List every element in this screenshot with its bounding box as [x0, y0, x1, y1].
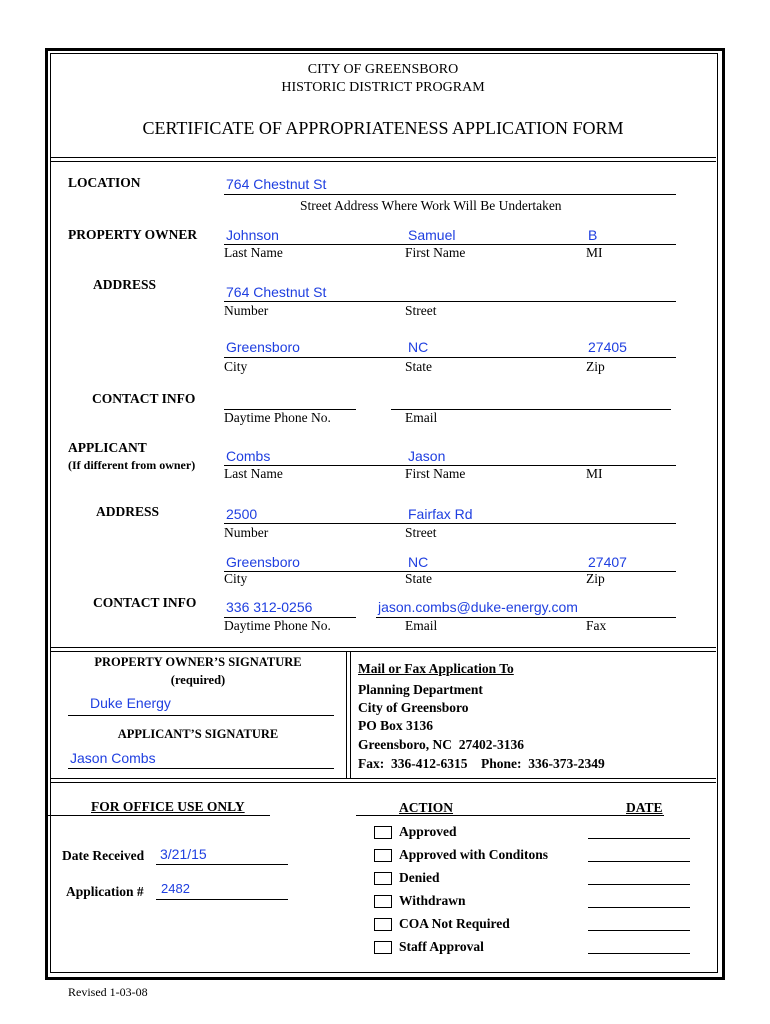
owner-address-field[interactable]: 764 Chestnut St [226, 284, 327, 300]
applicant-signature-field[interactable]: Jason Combs [70, 750, 156, 766]
denied-checkbox[interactable] [374, 872, 392, 885]
owner-state-caption: State [405, 359, 432, 374]
owner-signature-required: (required) [170, 673, 226, 687]
owner-email-caption: Email [405, 410, 438, 425]
owner-city-caption: City [224, 359, 248, 374]
mail-line-5: Fax: 336-412-6315 Phone: 336-373-2349 [358, 756, 605, 771]
owner-state-field[interactable]: NC [408, 339, 429, 355]
applicant-sublabel: (If different from owner) [68, 458, 196, 472]
owner-mi-caption: MI [586, 245, 603, 260]
applicant-address-label: ADDRESS [96, 504, 160, 519]
action-heading: ACTION [399, 800, 454, 815]
mail-heading: Mail or Fax Application To [358, 661, 514, 676]
applicant-number-caption: Number [224, 525, 269, 540]
application-number-field[interactable]: 2482 [161, 881, 190, 896]
form-title: CERTIFICATE OF APPROPRIATENESS APPLICATION FORM [142, 118, 624, 138]
owner-street-caption: Street [405, 303, 437, 318]
owner-city-underline [224, 357, 676, 358]
applicant-number-field[interactable]: 2500 [226, 506, 258, 522]
action-rule [356, 815, 664, 816]
applicant-street-field[interactable]: Fairfax Rd [408, 506, 473, 522]
location-underline [224, 194, 676, 195]
owner-contact-label: CONTACT INFO [92, 391, 196, 406]
revised-footer: Revised 1-03-08 [68, 985, 148, 999]
applicant-city-field[interactable]: Greensboro [226, 554, 300, 570]
owner-phone-caption: Daytime Phone No. [224, 410, 331, 425]
denied-label: Denied [399, 870, 440, 885]
owner-number-caption: Number [224, 303, 269, 318]
staff-approval-checkbox[interactable] [374, 941, 392, 954]
applicant-mi-caption: MI [586, 466, 603, 481]
mail-line-4: Greensboro, NC 27402-3136 [358, 737, 524, 752]
applicant-label: APPLICANT [68, 440, 147, 455]
applicant-street-caption: Street [405, 525, 437, 540]
owner-first-name-field[interactable]: Samuel [408, 227, 456, 243]
date-received-label: Date Received [62, 848, 145, 863]
application-number-underline [156, 899, 288, 900]
approved-with-conditions-label: Approved with Conditons [399, 847, 549, 862]
owner-first-name-caption: First Name [405, 245, 466, 260]
applicant-signature-underline [68, 768, 334, 769]
applicant-state-caption: State [405, 571, 432, 586]
applicant-signature-label: APPLICANT’S SIGNATURE [117, 727, 279, 741]
owner-last-name-caption: Last Name [224, 245, 283, 260]
owner-last-name-field[interactable]: Johnson [226, 227, 279, 243]
approved-with-conditions-date-line[interactable] [588, 861, 690, 862]
applicant-contact-label: CONTACT INFO [93, 595, 197, 610]
applicant-city-underline [224, 571, 676, 572]
owner-zip-caption: Zip [586, 359, 605, 374]
staff-approval-date-line[interactable] [588, 953, 690, 954]
applicant-phone-field[interactable]: 336 312-0256 [226, 599, 313, 615]
coa-not-required-label: COA Not Required [399, 916, 510, 931]
approved-with-conditions-checkbox[interactable] [374, 849, 392, 862]
staff-approval-label: Staff Approval [399, 939, 484, 954]
applicant-fax-caption: Fax [586, 618, 607, 633]
mail-line-2: City of Greensboro [358, 700, 469, 715]
applicant-email-caption: Email [405, 618, 438, 633]
signature-bottom-divider [50, 778, 716, 783]
applicant-first-name-field[interactable]: Jason [408, 448, 446, 464]
applicant-zip-caption: Zip [586, 571, 605, 586]
date-heading: DATE [626, 800, 663, 815]
denied-date-line[interactable] [588, 884, 690, 885]
owner-signature-label: PROPERTY OWNER’S SIGNATURE [94, 655, 302, 669]
coa-not-required-checkbox[interactable] [374, 918, 392, 931]
location-caption: Street Address Where Work Will Be Undertaken [300, 198, 562, 213]
owner-signature-underline [68, 715, 334, 716]
owner-city-field[interactable]: Greensboro [226, 339, 300, 355]
location-label: LOCATION [68, 175, 141, 190]
mail-line-1: Planning Department [358, 682, 483, 697]
approved-checkbox[interactable] [374, 826, 392, 839]
applicant-first-name-caption: First Name [405, 466, 466, 481]
applicant-zip-field[interactable]: 27407 [588, 554, 627, 570]
withdrawn-checkbox[interactable] [374, 895, 392, 908]
applicant-last-name-caption: Last Name [224, 466, 283, 481]
applicant-city-caption: City [224, 571, 248, 586]
signature-divider-vertical [346, 651, 351, 778]
applicant-address-underline [224, 523, 676, 524]
owner-mi-field[interactable]: B [588, 227, 598, 243]
property-owner-label: PROPERTY OWNER [68, 227, 198, 242]
approved-date-line[interactable] [588, 838, 690, 839]
coa-not-required-date-line[interactable] [588, 930, 690, 931]
applicant-state-field[interactable]: NC [408, 554, 429, 570]
date-received-underline [156, 864, 288, 865]
owner-address-underline [224, 301, 676, 302]
approved-label: Approved [399, 824, 457, 839]
withdrawn-label: Withdrawn [399, 893, 466, 908]
location-field[interactable]: 764 Chestnut St [226, 176, 327, 192]
withdrawn-date-line[interactable] [588, 907, 690, 908]
owner-address-label: ADDRESS [93, 277, 157, 292]
applicant-phone-caption: Daytime Phone No. [224, 618, 331, 633]
date-received-field[interactable]: 3/21/15 [160, 846, 207, 862]
applicant-last-name-field[interactable]: Combs [226, 448, 271, 464]
header-city: CITY OF GREENSBORO [307, 62, 459, 77]
owner-zip-field[interactable]: 27405 [588, 339, 627, 355]
header-divider [50, 157, 716, 162]
office-use-rule [48, 815, 270, 816]
mail-line-3: PO Box 3136 [358, 718, 434, 733]
office-use-heading: FOR OFFICE USE ONLY [91, 799, 245, 814]
applicant-email-field[interactable]: jason.combs@duke-energy.com [378, 599, 578, 615]
application-number-label: Application # [66, 884, 144, 899]
header-program: HISTORIC DISTRICT PROGRAM [281, 80, 485, 95]
contact-divider [50, 647, 716, 652]
owner-signature-field[interactable]: Duke Energy [90, 695, 171, 711]
